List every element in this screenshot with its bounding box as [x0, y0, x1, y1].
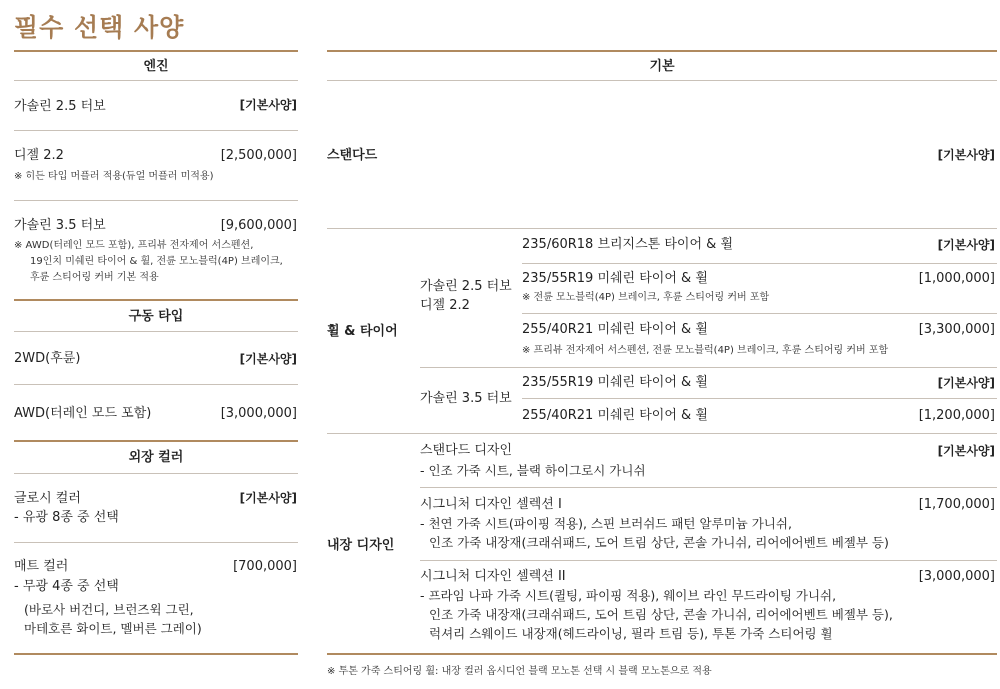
divider	[522, 398, 997, 399]
standard-label: 스탠다드	[327, 148, 378, 163]
footnote: ※ 투톤 가죽 스티어링 휠: 내장 컬러 옵시디언 블랙 모노톤 선택 시 블랙 모노톤으로 적용	[327, 666, 712, 677]
option-price: [2,500,000]	[220, 148, 297, 163]
divider	[14, 473, 298, 474]
option-price: [9,600,000]	[220, 218, 297, 233]
tire-price: [1,200,000]	[918, 408, 995, 423]
divider	[522, 263, 997, 264]
divider	[327, 80, 997, 81]
divider	[14, 130, 298, 131]
interior-desc: 럭셔리 스웨이드 내장재(헤드라이닝, 필라 트림 등), 투톤 가죽 스티어링 휠	[429, 626, 833, 641]
divider	[420, 487, 997, 488]
option-name: 디젤 2.2	[14, 148, 64, 163]
option-note: ※ AWD(터레인 모드 포함), 프리뷰 전자제어 서스펜션,	[14, 240, 254, 251]
tire-price: [기본사양]	[937, 238, 995, 252]
divider	[522, 313, 997, 314]
interior-price: [3,000,000]	[918, 569, 995, 584]
tire-price: [3,300,000]	[918, 322, 995, 337]
wheel-group-label: 가솔린 3.5 터보	[420, 391, 512, 406]
interior-name: 시그니처 디자인 셀렉션 II	[420, 569, 566, 584]
option-note: ※ 히든 타입 머플러 적용(듀얼 머플러 미적용)	[14, 171, 214, 182]
interior-label: 내장 디자인	[327, 538, 395, 553]
divider	[327, 653, 997, 655]
tire-name: 235/60R18 브리지스톤 타이어 & 휠	[522, 237, 733, 252]
interior-desc: 인조 가죽 내장재(크래쉬패드, 도어 트림 상단, 콘솔 가니쉬, 리어에어벤트 베젤부 등)	[429, 535, 889, 550]
interior-desc: - 프라임 나파 가죽 시트(퀼팅, 파이핑 적용), 웨이브 라인 무드라이팅 가니쉬,	[420, 588, 837, 603]
option-name: 가솔린 2.5 터보	[14, 99, 106, 114]
divider	[327, 50, 997, 52]
drive-heading: 구동 타입	[128, 309, 184, 324]
option-sub: 마테호른 화이트, 멜버른 그레이)	[24, 621, 202, 636]
interior-desc: - 천연 가죽 시트(파이핑 적용), 스핀 브러쉬드 패턴 알루미늄 가니쉬,	[420, 516, 792, 531]
interior-desc: - 인조 가죽 시트, 블랙 하이그로시 가니쉬	[420, 463, 646, 478]
tire-price: [기본사양]	[937, 376, 995, 390]
color-heading: 외장 컬러	[128, 450, 184, 465]
standard-price: [기본사양]	[937, 148, 995, 162]
tire-note: ※ 프리뷰 전자제어 서스펜션, 전륜 모노블럭(4P) 브레이크, 후륜 스티어링 커버 포함	[522, 345, 889, 356]
engine-heading: 엔진	[143, 59, 169, 74]
option-name: 매트 컬러	[14, 559, 69, 574]
divider	[327, 228, 997, 229]
option-name: 2WD(후륜)	[14, 351, 81, 366]
tire-name: 255/40R21 미쉐린 타이어 & 휠	[522, 322, 708, 337]
option-name: AWD(터레인 모드 포함)	[14, 406, 152, 421]
option-note: 19인치 미쉐린 타이어 & 휠, 전륜 모노블럭(4P) 브레이크,	[30, 256, 283, 267]
option-name: 가솔린 3.5 터보	[14, 218, 106, 233]
interior-name: 시그니처 디자인 셀렉션 I	[420, 497, 562, 512]
option-price: [기본사양]	[239, 98, 297, 112]
option-price: [기본사양]	[239, 352, 297, 366]
wheel-group-label: 디젤 2.2	[420, 298, 470, 313]
divider	[14, 331, 298, 332]
option-price: [3,000,000]	[220, 406, 297, 421]
divider	[420, 367, 997, 368]
divider	[14, 80, 298, 81]
divider	[420, 560, 997, 561]
wheel-group-label: 가솔린 2.5 터보	[420, 279, 512, 294]
option-price: [700,000]	[233, 559, 297, 574]
option-sub: (바로사 버건디, 브런즈윅 그린,	[24, 602, 194, 617]
tire-name: 235/55R19 미쉐린 타이어 & 휠	[522, 375, 708, 390]
interior-desc: 인조 가죽 내장재(크래쉬패드, 도어 트림 상단, 콘솔 가니쉬, 리어에어벤트 베젤부 등),	[429, 607, 893, 622]
divider	[327, 433, 997, 434]
option-sub: - 무광 4종 중 선택	[14, 579, 119, 594]
tire-price: [1,000,000]	[918, 271, 995, 286]
tire-note: ※ 전륜 모노블럭(4P) 브레이크, 후륜 스티어링 커버 포함	[522, 292, 770, 303]
option-note: 후륜 스티어링 커버 기본 적용	[30, 272, 159, 283]
page-title: 필수 선택 사양	[14, 13, 185, 42]
divider	[14, 440, 298, 442]
option-price: [기본사양]	[239, 491, 297, 505]
divider	[14, 50, 298, 52]
divider	[14, 653, 298, 655]
interior-name: 스탠다드 디자인	[420, 443, 513, 458]
divider	[14, 299, 298, 301]
wheel-label: 휠 & 타이어	[327, 324, 398, 339]
tire-name: 235/55R19 미쉐린 타이어 & 휠	[522, 271, 708, 286]
divider	[14, 200, 298, 201]
basic-heading: 기본	[649, 59, 675, 74]
option-sub: - 유광 8종 중 선택	[14, 510, 119, 525]
divider	[14, 384, 298, 385]
interior-price: [기본사양]	[937, 444, 995, 458]
divider	[14, 542, 298, 543]
interior-price: [1,700,000]	[918, 497, 995, 512]
option-name: 글로시 컬러	[14, 491, 81, 506]
tire-name: 255/40R21 미쉐린 타이어 & 휠	[522, 408, 708, 423]
